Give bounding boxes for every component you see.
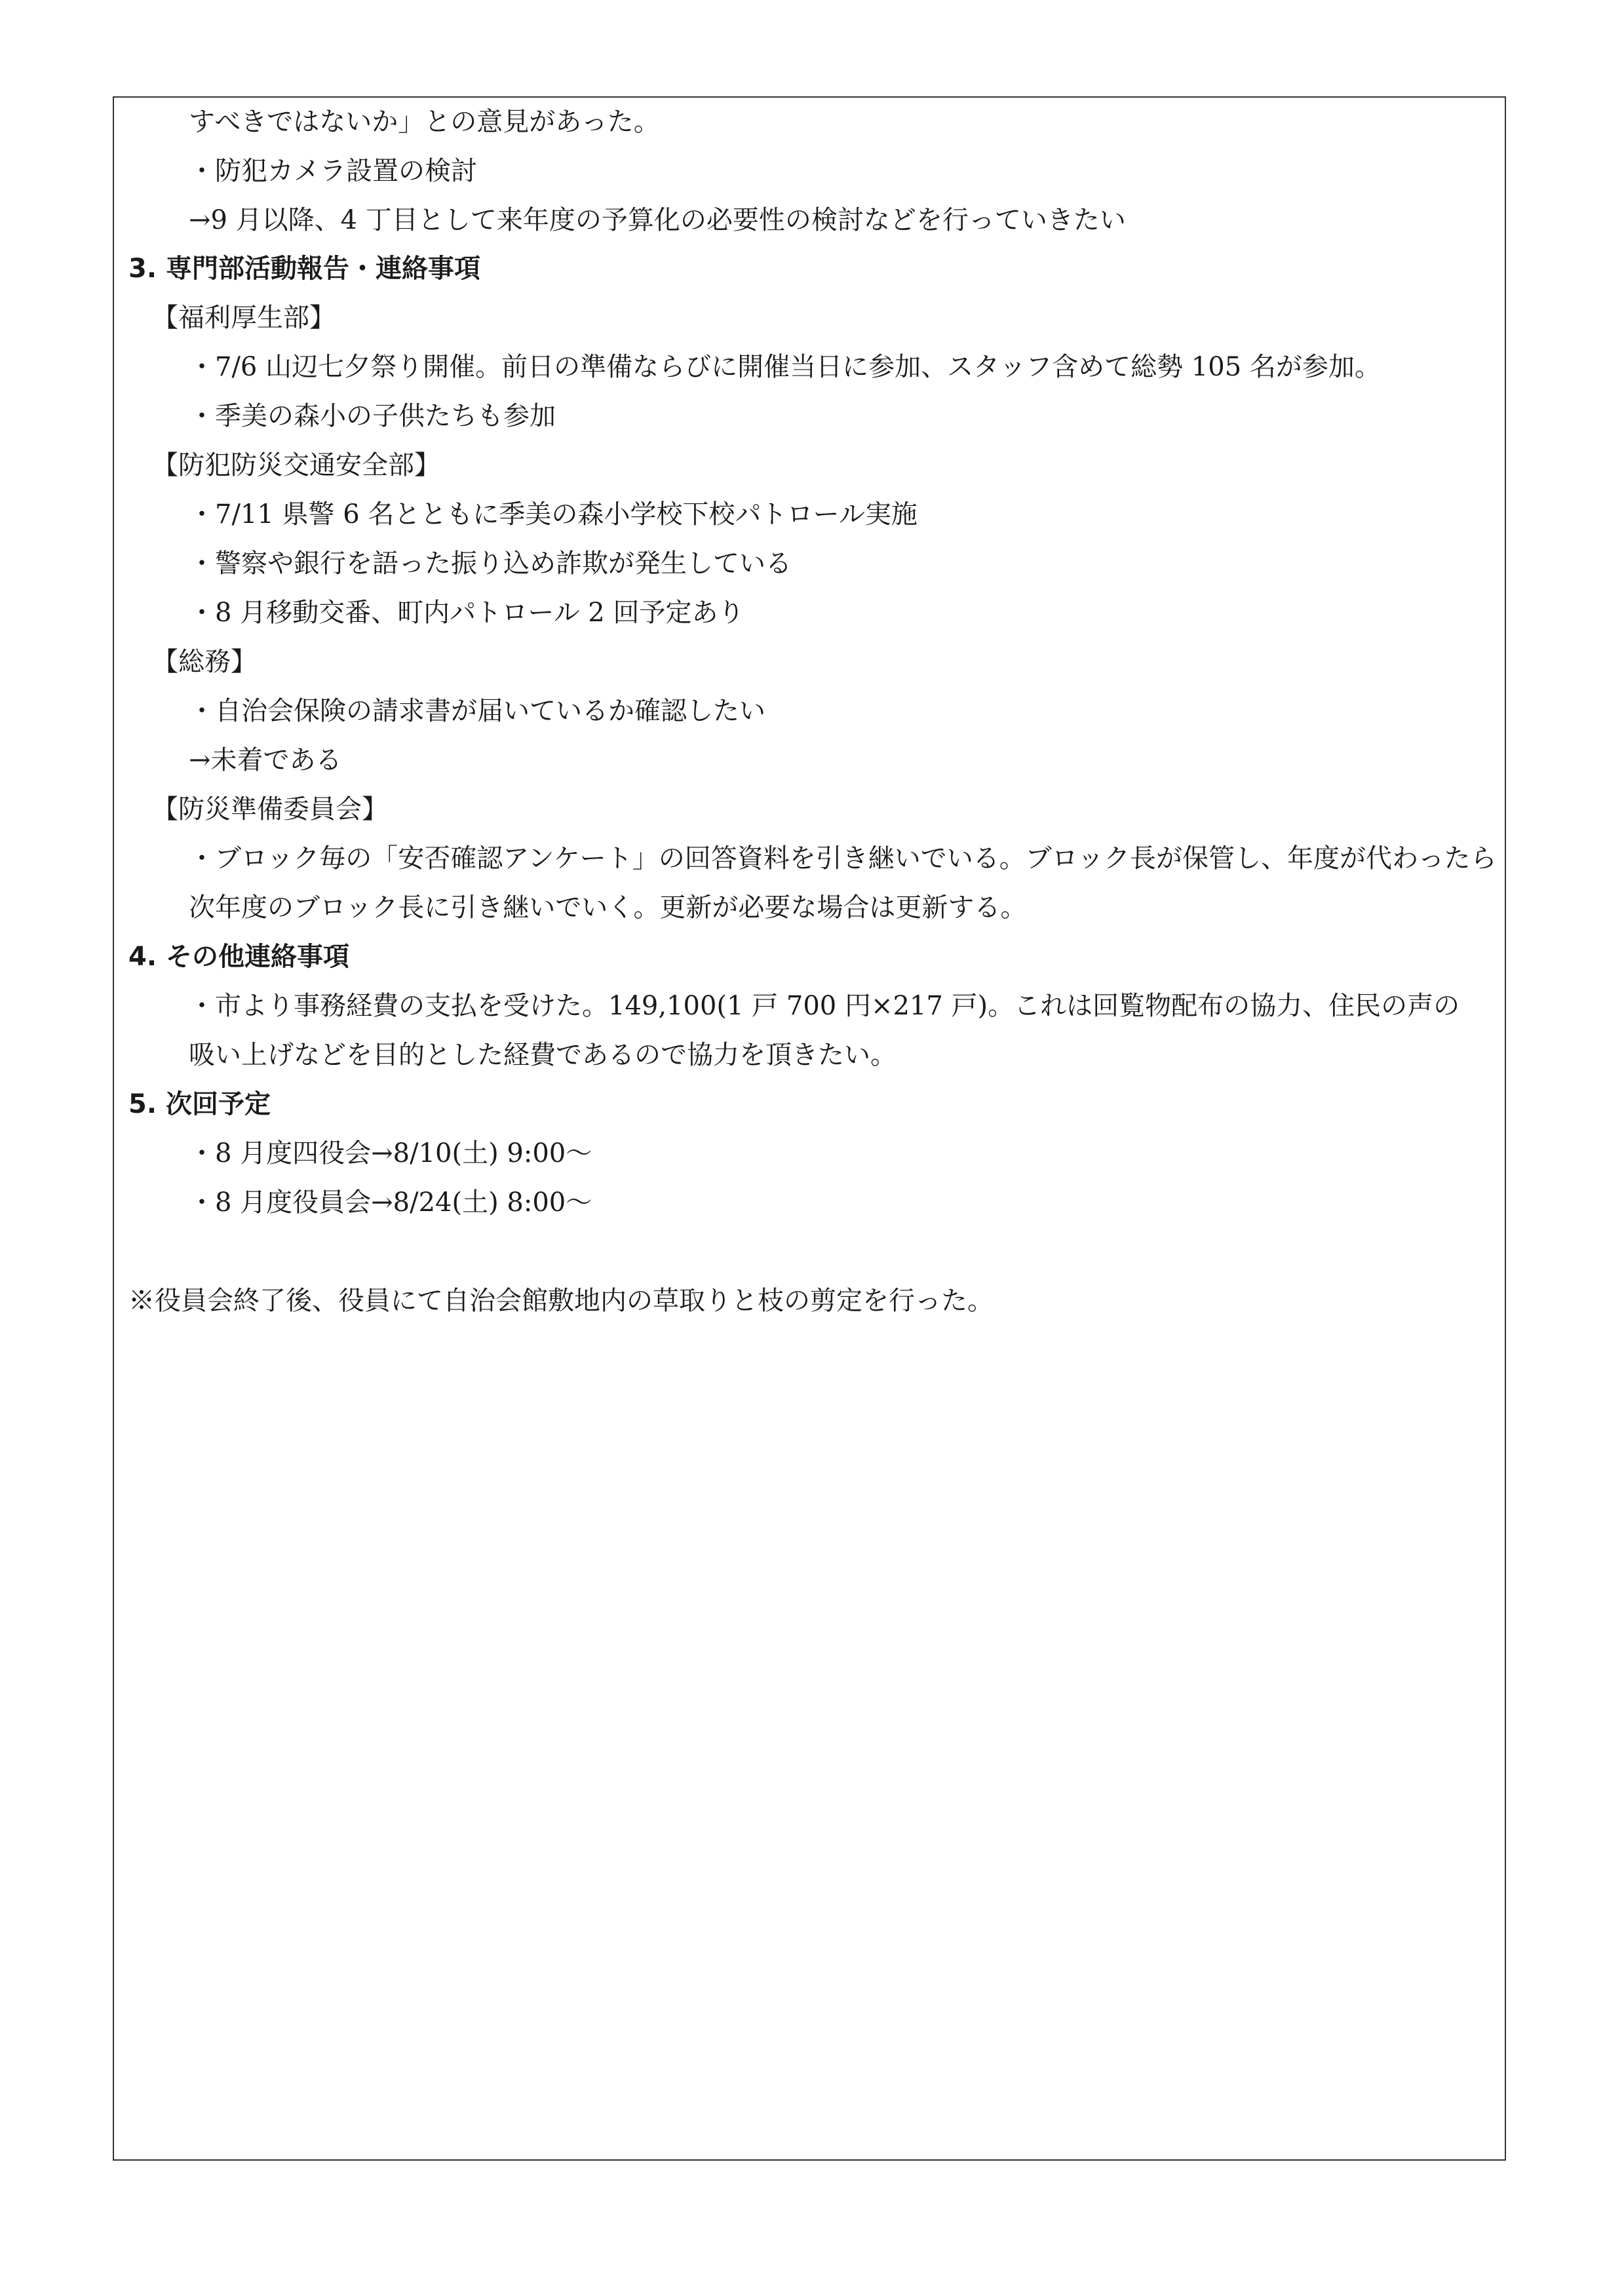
continuation-line-2: ・防犯カメラ設置の検討 (189, 156, 477, 186)
disaster-item-2: 次年度のブロック長に引き継いでいく。更新が必要な場合は更新する。 (189, 893, 1027, 923)
safety-item-1: ・7/11 県警 6 名とともに季美の森小学校下校パトロール実施 (189, 499, 918, 530)
welfare-item-1: ・7/6 山辺七夕祭り開催。前日の準備ならびに開催当日に参加、スタッフ含めて総勢 105 名が参加。 (189, 352, 1381, 382)
section-4-title: 4. その他連絡事項 (128, 942, 349, 972)
section-4-item-1: ・市より事務経費の支払を受けた。149,100(1 戸 700 円×217 戸)。これは回覧物配布の協力、住民の声の (189, 991, 1460, 1021)
welfare-item-2: ・季美の森小の子供たちも参加 (189, 401, 556, 431)
disaster-item-1: ・ブロック毎の「安否確認アンケート」の回答資料を引き継いでいる。ブロック長が保管し、年度が代わったら (189, 843, 1497, 874)
disaster-label: 【防災準備委員会】 (152, 794, 388, 824)
continuation-line-1: すべきではないか」との意見があった。 (189, 107, 660, 137)
continuation-line-3: →9 月以降、4 丁目として来年度の予算化の必要性の検討などを行っていきたい (189, 205, 1126, 235)
section-4-item-2: 吸い上げなどを目的とした経費であるので協力を頂きたい。 (189, 1040, 897, 1070)
section-3-title: 3. 専門部活動報告・連絡事項 (128, 254, 480, 284)
section-5-item-1: ・8 月度四役会→8/10(土) 9:00～ (189, 1138, 592, 1168)
footnote: ※役員会終了後、役員にて自治会館敷地内の草取りと枝の剪定を行った。 (128, 1286, 994, 1316)
section-5-item-2: ・8 月度役員会→8/24(土) 8:00～ (189, 1187, 592, 1218)
general-label: 【総務】 (152, 647, 257, 677)
welfare-label: 【福利厚生部】 (152, 303, 336, 333)
section-5-title: 5. 次回予定 (128, 1089, 271, 1119)
general-item-1: ・自治会保険の請求書が届いているか確認したい (189, 696, 765, 726)
safety-label: 【防犯防災交通安全部】 (152, 450, 440, 480)
safety-item-3: ・8 月移動交番、町内パトロール 2 回予定あり (189, 598, 744, 628)
safety-item-2: ・警察や銀行を語った振り込め詐欺が発生している (189, 549, 792, 579)
general-item-2: →未着である (189, 745, 342, 775)
